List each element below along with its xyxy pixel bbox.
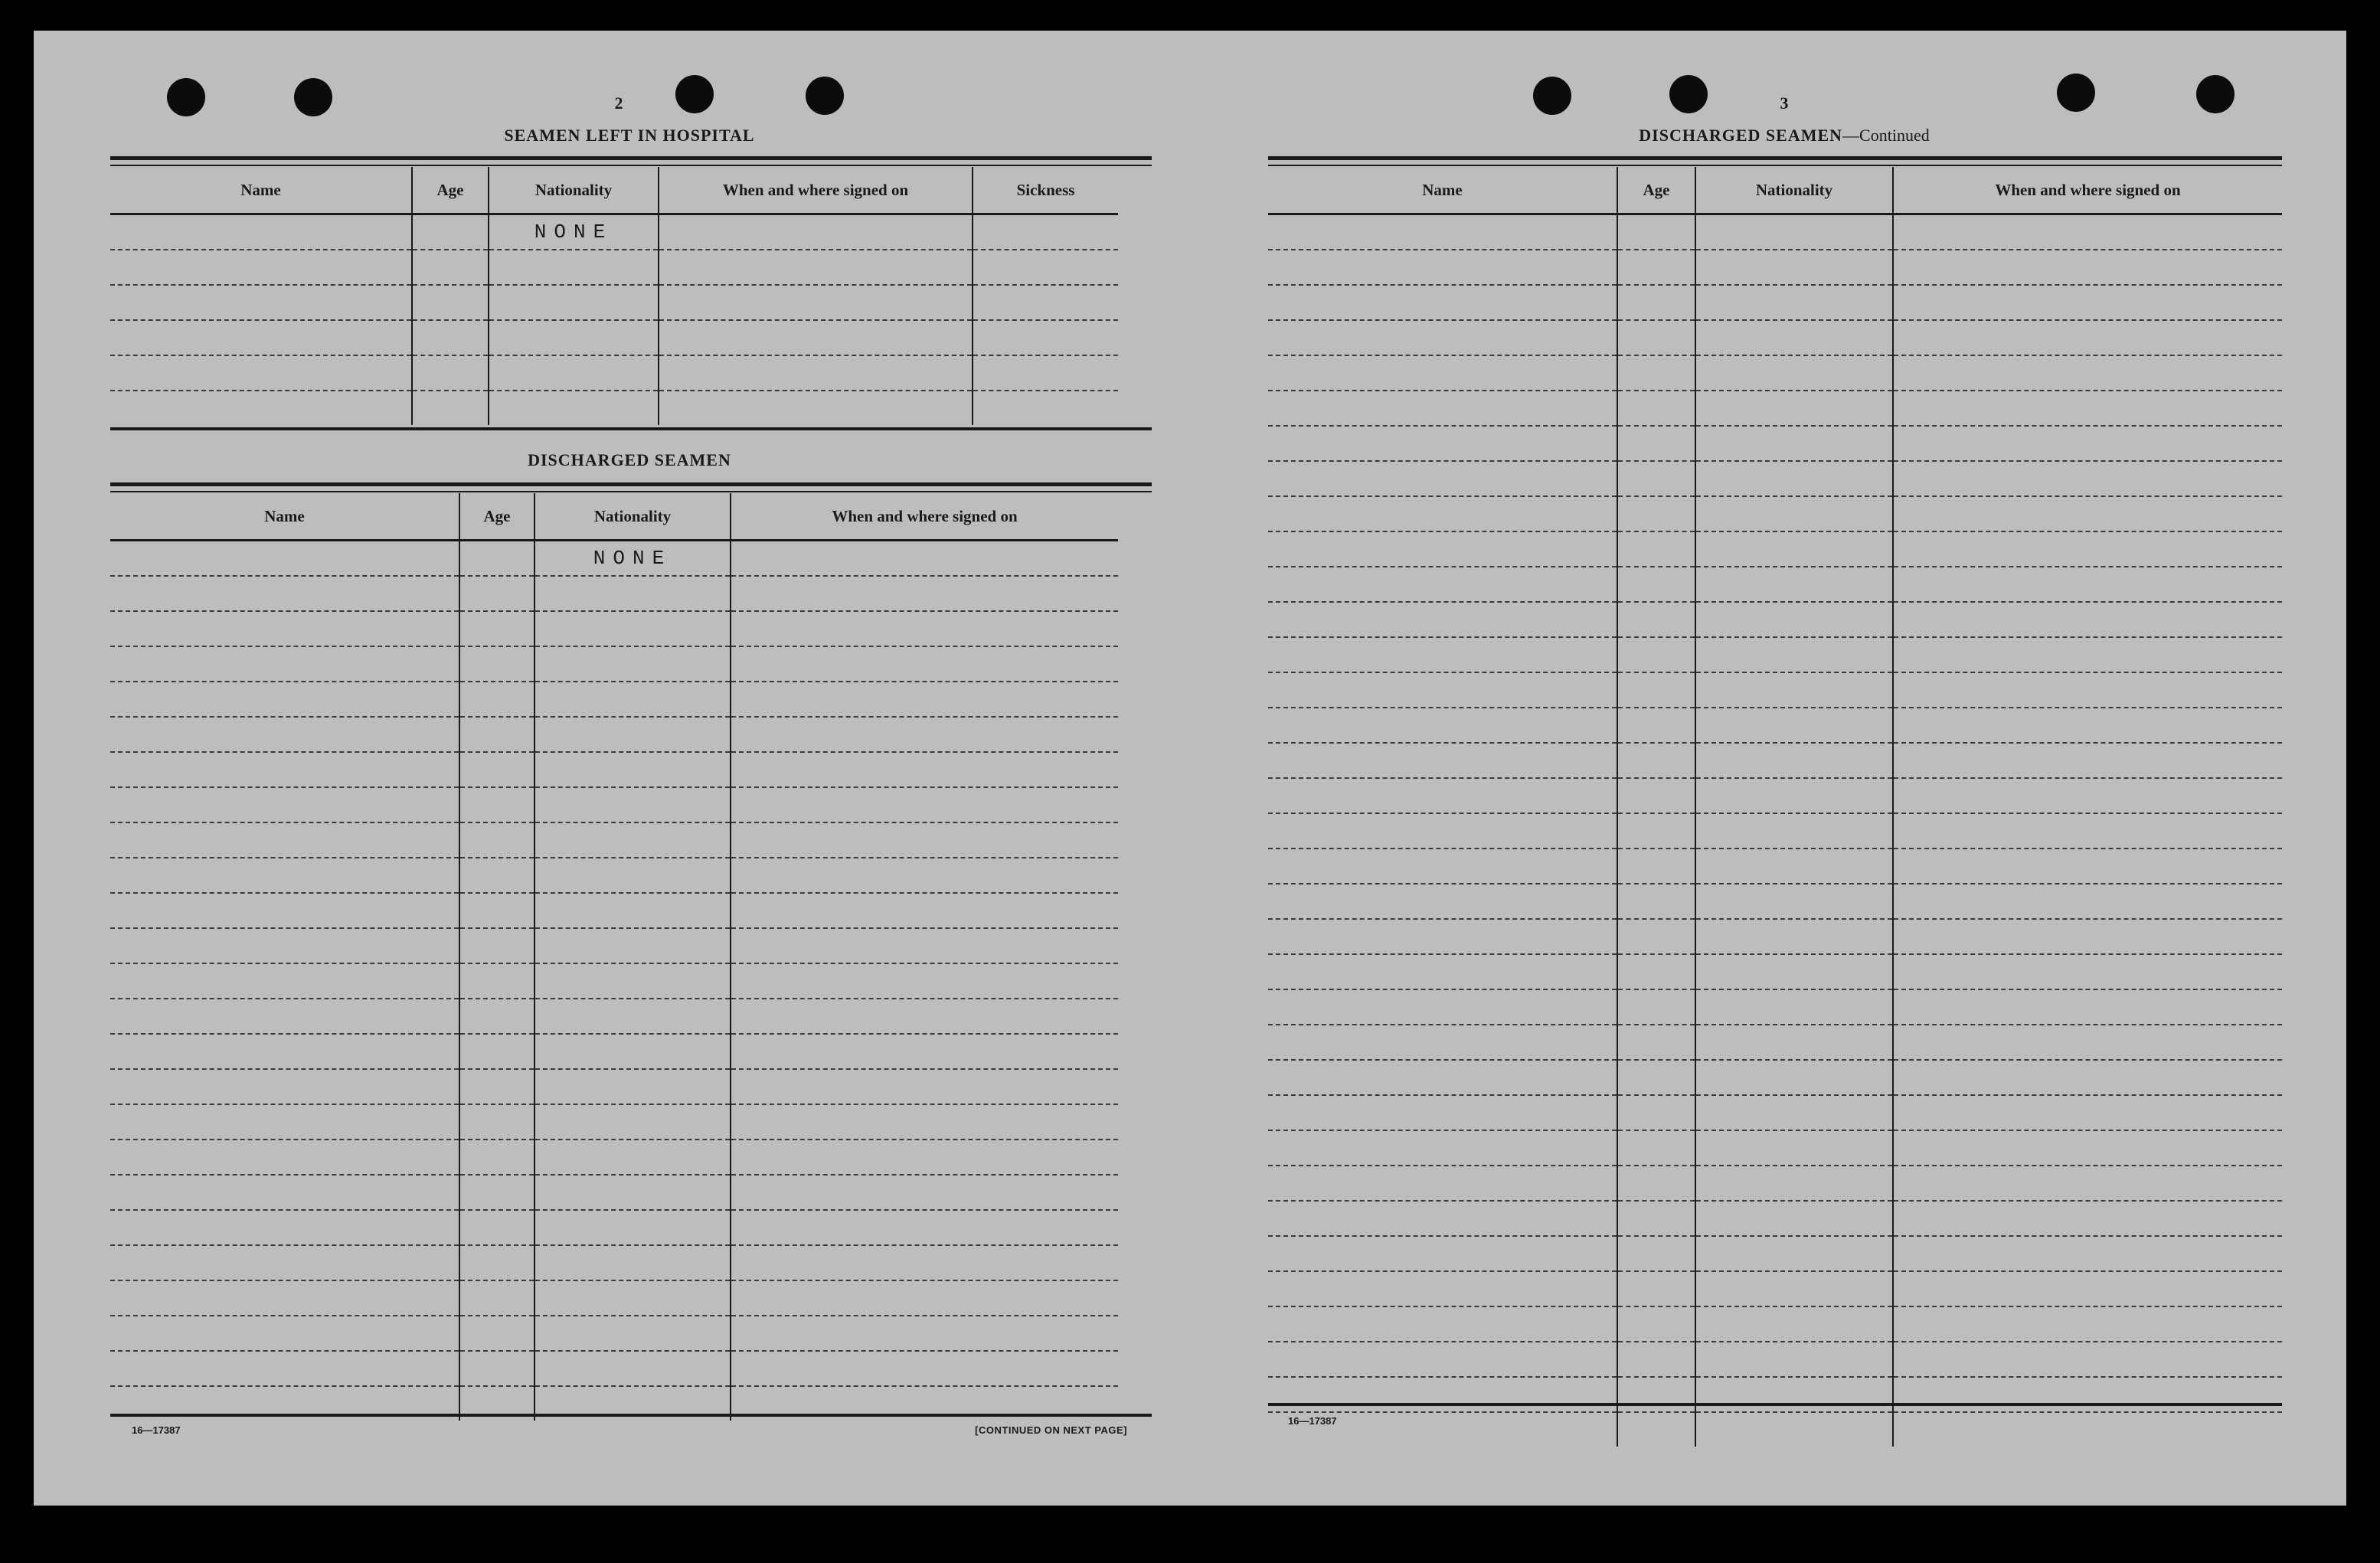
column-header-signed-on: When and where signed on xyxy=(1893,167,2282,214)
table-row xyxy=(1268,391,2282,426)
table-row xyxy=(110,1210,1118,1245)
hospital-section-title: SEAMEN LEFT IN HOSPITAL xyxy=(504,126,755,145)
table-row xyxy=(1268,1025,2282,1060)
table-row xyxy=(1268,531,2282,567)
column-header-age: Age xyxy=(1617,167,1695,214)
rule xyxy=(110,427,1152,430)
table-row xyxy=(1268,1377,2282,1412)
table-row xyxy=(110,541,1118,577)
table-row xyxy=(1268,1166,2282,1201)
column-header-name: Name xyxy=(110,167,412,214)
table-row xyxy=(1268,989,2282,1025)
table-row xyxy=(1268,954,2282,989)
continued-note: [CONTINUED ON NEXT PAGE] xyxy=(975,1424,1127,1436)
discharged-continued-title xyxy=(1277,126,2291,146)
rule xyxy=(1268,156,2282,160)
discharged-continued-table xyxy=(1268,167,2282,1447)
table-row xyxy=(110,1280,1118,1316)
table-row xyxy=(110,250,1118,285)
table-row xyxy=(1268,1201,2282,1236)
page-number: 3 xyxy=(1780,93,1789,113)
table-row xyxy=(110,717,1118,752)
table-row xyxy=(1268,1306,2282,1342)
column-header-nationality: Nationality xyxy=(1695,167,1893,214)
title-suffix: —Continued xyxy=(1842,126,1930,145)
table-row xyxy=(110,1104,1118,1140)
table-row xyxy=(1268,567,2282,602)
table-row xyxy=(110,646,1118,682)
table-header-row xyxy=(110,493,1118,541)
table-row xyxy=(1268,496,2282,531)
column-header-signed-on: When and where signed on xyxy=(731,493,1118,541)
column-header-sickness: Sickness xyxy=(973,167,1118,214)
table-row xyxy=(110,822,1118,858)
table-row xyxy=(110,1175,1118,1210)
nationality-entry: NONE xyxy=(489,214,659,250)
rule xyxy=(110,1414,1152,1417)
table-row xyxy=(110,963,1118,999)
table-row xyxy=(1268,1412,2282,1447)
rule xyxy=(110,491,1152,492)
table-row xyxy=(1268,602,2282,637)
table-row xyxy=(1268,1130,2282,1166)
table-row xyxy=(1268,672,2282,708)
table-row xyxy=(110,928,1118,963)
hospital-table xyxy=(110,167,1118,425)
table-row xyxy=(110,611,1118,646)
table-row xyxy=(1268,285,2282,320)
table-row xyxy=(110,682,1118,717)
table-header-row xyxy=(110,167,1118,214)
table-row xyxy=(1268,250,2282,285)
table-row xyxy=(110,576,1118,611)
discharged-section-title: DISCHARGED SEAMEN xyxy=(528,450,731,469)
rule xyxy=(110,165,1152,166)
form-number: 16—17387 xyxy=(132,1424,181,1436)
column-header-nationality: Nationality xyxy=(535,493,731,541)
table-row xyxy=(110,214,1118,250)
table-row xyxy=(1268,778,2282,813)
table-row xyxy=(110,1316,1118,1351)
table-row xyxy=(1268,884,2282,919)
table-row xyxy=(1268,320,2282,355)
table-row xyxy=(110,752,1118,787)
rule xyxy=(110,482,1152,486)
table-row xyxy=(110,391,1118,425)
table-row xyxy=(110,320,1118,355)
form-number: 16—17387 xyxy=(1288,1415,1337,1427)
document-sheet xyxy=(34,31,2346,1506)
table-row xyxy=(1268,214,2282,250)
table-row xyxy=(1268,1060,2282,1095)
discharged-table xyxy=(110,493,1118,1421)
table-row xyxy=(1268,919,2282,954)
table-row xyxy=(110,285,1118,320)
table-row xyxy=(1268,1236,2282,1271)
column-header-name: Name xyxy=(110,493,459,541)
left-page xyxy=(110,31,1149,1506)
table-row xyxy=(1268,708,2282,743)
table-row xyxy=(110,787,1118,822)
table-row xyxy=(110,893,1118,928)
table-row xyxy=(1268,813,2282,849)
table-row xyxy=(110,1069,1118,1104)
table-row xyxy=(1268,1095,2282,1130)
right-page xyxy=(1268,31,2282,1506)
table-row xyxy=(110,1034,1118,1069)
table-header-row xyxy=(1268,167,2282,214)
nationality-entry: NONE xyxy=(535,541,731,577)
column-header-nationality: Nationality xyxy=(489,167,659,214)
table-row xyxy=(1268,1342,2282,1377)
rule xyxy=(1268,165,2282,166)
table-row xyxy=(110,355,1118,391)
table-row xyxy=(110,999,1118,1034)
table-row xyxy=(110,1351,1118,1386)
column-header-signed-on: When and where signed on xyxy=(659,167,973,214)
table-row xyxy=(1268,1271,2282,1306)
table-row xyxy=(1268,743,2282,778)
rule xyxy=(1268,1403,2282,1406)
rule xyxy=(110,156,1152,160)
table-row xyxy=(1268,355,2282,391)
table-row xyxy=(1268,461,2282,496)
table-row xyxy=(1268,426,2282,461)
title-main: DISCHARGED SEAMEN xyxy=(1639,126,1843,145)
table-row xyxy=(1268,637,2282,672)
column-header-age: Age xyxy=(459,493,535,541)
column-header-age: Age xyxy=(412,167,489,214)
table-row xyxy=(110,1140,1118,1175)
table-row xyxy=(1268,849,2282,884)
table-row xyxy=(110,858,1118,893)
column-header-name: Name xyxy=(1268,167,1617,214)
page-number: 2 xyxy=(614,93,623,113)
table-row xyxy=(110,1245,1118,1280)
